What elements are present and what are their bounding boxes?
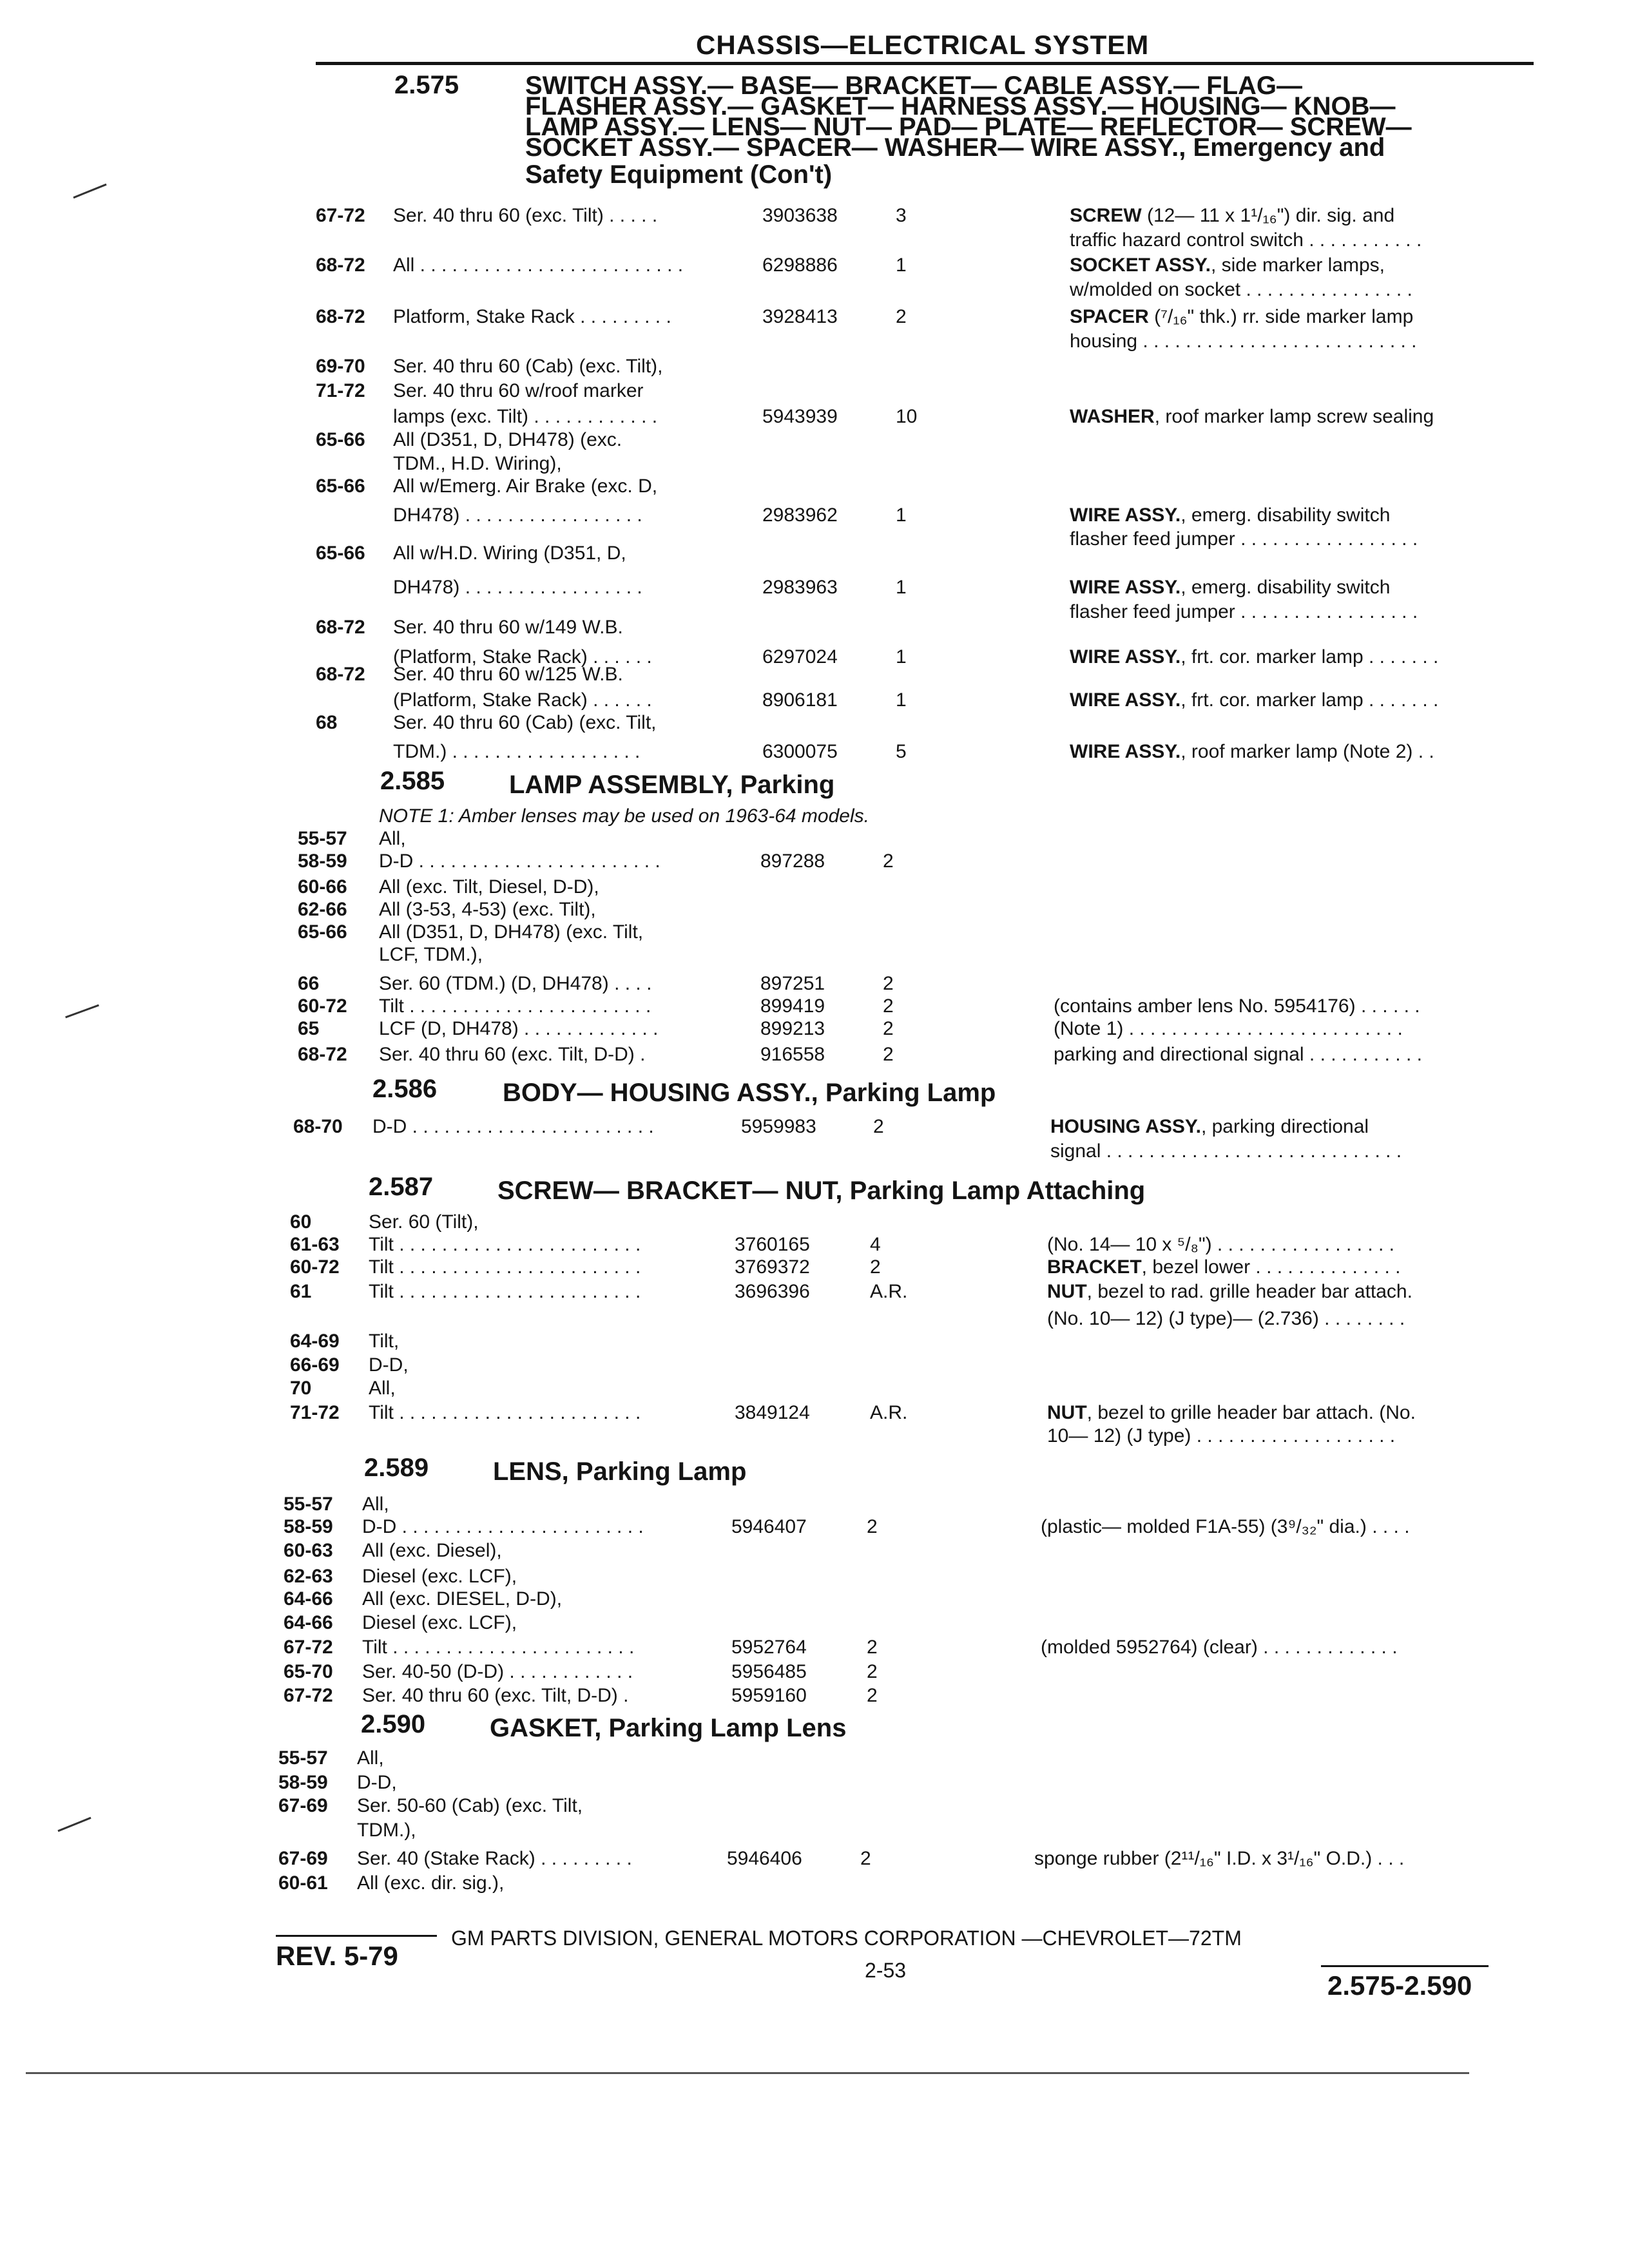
application: LCF, TDM.), [379, 944, 483, 965]
table-row [0, 828, 1629, 854]
table-row [0, 712, 1629, 738]
application: Platform, Stake Rack . . . . . . . . . [393, 306, 671, 327]
application: Tilt . . . . . . . . . . . . . . . . . . . . . . . [362, 1637, 635, 1658]
header-rule [316, 62, 1534, 65]
table-row [0, 1402, 1629, 1428]
description [1070, 205, 1394, 227]
part-number: 2983963 [762, 577, 838, 598]
quantity: A.R. [870, 1402, 908, 1423]
description-term: WIRE ASSY. [1070, 646, 1181, 668]
quantity: 1 [896, 646, 907, 668]
model-year: 71-72 [290, 1402, 340, 1423]
section-number: 2.587 [369, 1173, 434, 1201]
model-year: 60-72 [298, 995, 347, 1017]
description-text: , parking directional [1200, 1116, 1369, 1137]
application: LCF (D, DH478) . . . . . . . . . . . . . [379, 1018, 659, 1039]
part-number: 3903638 [762, 205, 838, 226]
description [1041, 1637, 1398, 1658]
footer-division: GM PARTS DIVISION, GENERAL MOTORS CORPORATION —CHEVROLET—72TM [451, 1927, 1242, 1950]
model-year: 67-69 [278, 1848, 328, 1869]
application: D-D . . . . . . . . . . . . . . . . . . . . . . . [379, 850, 660, 872]
model-year: 60-72 [290, 1256, 340, 1278]
description-term: WASHER [1070, 406, 1155, 427]
description [1054, 1018, 1403, 1040]
model-year: 66-69 [290, 1354, 340, 1376]
model-year: 65-66 [316, 543, 365, 564]
model-year: 68 [316, 712, 338, 733]
model-year: 62-66 [298, 899, 347, 920]
model-year: 62-63 [284, 1566, 333, 1587]
description-text: traffic hazard control switch . . . . . . . . . . . [1070, 229, 1422, 251]
model-year: 60 [290, 1211, 312, 1233]
table-row [0, 255, 1629, 280]
table-row [0, 1685, 1629, 1711]
model-year: 64-66 [284, 1588, 333, 1610]
table-row [0, 577, 1629, 602]
table-row [0, 1516, 1629, 1542]
model-year: 58-59 [284, 1516, 333, 1537]
application: Ser. 40 thru 60 w/149 W.B. [393, 617, 623, 638]
model-year: 67-72 [284, 1637, 333, 1658]
description-text: , frt. cor. marker lamp . . . . . . . [1181, 646, 1439, 668]
footer-revision: REV. 5-79 [276, 1941, 398, 1971]
description [1070, 406, 1434, 428]
description-term: WIRE ASSY. [1070, 741, 1181, 762]
application: D-D . . . . . . . . . . . . . . . . . . . . . . . [362, 1516, 644, 1537]
model-year: 60-63 [284, 1540, 333, 1561]
quantity: 10 [896, 406, 918, 427]
quantity: 2 [873, 1116, 884, 1137]
model-year: 67-69 [278, 1795, 328, 1816]
table-row [0, 1637, 1629, 1662]
section-number: 2.590 [361, 1710, 426, 1738]
quantity: 3 [896, 205, 907, 226]
description-text: , bezel to grille header bar attach. (No. [1086, 1402, 1416, 1423]
table-row [0, 406, 1629, 432]
table-row [0, 1331, 1629, 1356]
part-number: 5946407 [731, 1516, 807, 1537]
part-number: 3760165 [735, 1234, 810, 1255]
table-row [0, 617, 1629, 642]
quantity: 2 [867, 1637, 878, 1658]
part-number: 5956485 [731, 1661, 807, 1682]
model-year: 67-72 [284, 1685, 333, 1706]
description-text: , frt. cor. marker lamp . . . . . . . [1181, 689, 1439, 711]
application: Tilt, [369, 1331, 400, 1352]
quantity: 2 [867, 1685, 878, 1706]
part-number: 3769372 [735, 1256, 810, 1278]
quantity: 2 [883, 973, 894, 994]
description-term: NUT [1047, 1402, 1087, 1423]
table-row [0, 1872, 1629, 1898]
application: lamps (exc. Tilt) . . . . . . . . . . . . [393, 406, 658, 427]
application: D-D, [357, 1772, 397, 1793]
description-text: flasher feed jumper . . . . . . . . . . . . . . . . . [1070, 528, 1418, 550]
part-number: 5943939 [762, 406, 838, 427]
part-number: 6297024 [762, 646, 838, 668]
table-row [0, 1540, 1629, 1566]
description-text: 10— 12) (J type) . . . . . . . . . . . . . . . . . . . [1047, 1425, 1396, 1446]
description-text: (No. 14— 10 x ⁵/₈") . . . . . . . . . . . . . . . . . [1047, 1234, 1394, 1255]
quantity: 1 [896, 689, 907, 711]
table-row [0, 664, 1629, 689]
table-row [0, 1588, 1629, 1614]
table-row [0, 1378, 1629, 1403]
application: Ser. 40 thru 60 (exc. Tilt, D-D) . [379, 1044, 646, 1065]
application: Ser. 40-50 (D-D) . . . . . . . . . . . . [362, 1661, 633, 1682]
section-title: GASKET, Parking Lamp Lens [490, 1714, 847, 1742]
table-row [0, 741, 1629, 767]
application: All (exc. dir. sig.), [357, 1872, 505, 1894]
description-text: (Note 1) . . . . . . . . . . . . . . . . . . . . . . . . . . [1054, 1018, 1403, 1039]
description [1047, 1281, 1412, 1303]
section-title-line: SWITCH ASSY.— BASE— BRACKET— CABLE ASSY.— FLAG— [525, 72, 1302, 100]
table-row [0, 229, 1629, 255]
application: TDM., H.D. Wiring), [393, 453, 562, 474]
table-row [0, 1116, 1629, 1142]
quantity: A.R. [870, 1281, 908, 1302]
table-row [0, 1140, 1629, 1166]
quantity: 2 [867, 1516, 878, 1537]
description [1054, 1044, 1422, 1066]
model-year: 70 [290, 1378, 312, 1399]
application: All w/H.D. Wiring (D351, D, [393, 543, 626, 564]
model-year: 68-72 [298, 1044, 347, 1065]
table-row [0, 1820, 1629, 1845]
model-year: 65-66 [298, 921, 347, 943]
quantity: 2 [883, 850, 894, 872]
section-title: SCREW— BRACKET— NUT, Parking Lamp Attaching [497, 1177, 1146, 1205]
description [1047, 1425, 1395, 1447]
description-text: parking and directional signal . . . . . . . . . . . [1054, 1044, 1422, 1065]
application: Diesel (exc. LCF), [362, 1612, 517, 1633]
section-number: 2.586 [372, 1075, 438, 1103]
application: Tilt . . . . . . . . . . . . . . . . . . . . . . . [369, 1234, 641, 1255]
description-text: sponge rubber (2¹¹/₁₆" I.D. x 3¹/₁₆" O.D.) . . . [1034, 1848, 1405, 1869]
model-year: 64-69 [290, 1331, 340, 1352]
table-row [0, 1795, 1629, 1821]
description-text: , roof marker lamp (Note 2) . . [1181, 741, 1434, 762]
table-row [0, 973, 1629, 999]
table-row [0, 429, 1629, 455]
description-text: , side marker lamps, [1210, 255, 1385, 276]
table-row [0, 476, 1629, 501]
quantity: 2 [870, 1256, 881, 1278]
section-number: 2.575 [394, 71, 459, 99]
scan-mark [73, 184, 106, 198]
table-row [0, 1308, 1629, 1334]
description [1034, 1848, 1404, 1870]
description [1070, 577, 1390, 599]
description-text: (plastic— molded F1A-55) (3⁹/₃₂" dia.) . . . . [1041, 1516, 1410, 1537]
model-year: 61 [290, 1281, 312, 1302]
description-text: , bezel to rad. grille header bar attach. [1086, 1281, 1412, 1302]
model-year: 61-63 [290, 1234, 340, 1255]
part-number: 897251 [760, 973, 825, 994]
table-row [0, 899, 1629, 925]
part-number: 5952764 [731, 1637, 807, 1658]
model-year: 58-59 [278, 1772, 328, 1793]
quantity: 2 [860, 1848, 871, 1869]
description [1070, 255, 1385, 276]
table-row [0, 543, 1629, 568]
application: Tilt . . . . . . . . . . . . . . . . . . . . . . . [369, 1256, 641, 1278]
section-title: LAMP ASSEMBLY, Parking [509, 771, 835, 799]
bottom-scan-line [26, 2072, 1469, 2074]
description-term: SPACER [1070, 306, 1149, 327]
application: All, [362, 1494, 389, 1515]
table-row [0, 876, 1629, 902]
model-year: 58-59 [298, 850, 347, 872]
table-row [0, 1018, 1629, 1044]
description-term: HOUSING ASSY. [1050, 1116, 1201, 1137]
description-term: WIRE ASSY. [1070, 689, 1181, 711]
part-number: 2983962 [762, 505, 838, 526]
model-year: 60-66 [298, 876, 347, 898]
model-year: 71-72 [316, 380, 365, 401]
application: Ser. 40 (Stake Rack) . . . . . . . . . [357, 1848, 632, 1869]
model-year: 60-61 [278, 1872, 328, 1894]
description [1070, 279, 1412, 301]
table-row [0, 1256, 1629, 1282]
model-year: 68-72 [316, 306, 365, 327]
description [1070, 741, 1434, 763]
application: Tilt . . . . . . . . . . . . . . . . . . . . . . . [379, 995, 651, 1017]
footer-rule-left [276, 1935, 437, 1937]
model-year: 65-70 [284, 1661, 333, 1682]
model-year: 68-72 [316, 664, 365, 685]
application: All (exc. DIESEL, D-D), [362, 1588, 563, 1610]
quantity: 2 [883, 1018, 894, 1039]
table-row [0, 205, 1629, 231]
application: Ser. 40 thru 60 (exc. Tilt, D-D) . [362, 1685, 629, 1706]
quantity: 4 [870, 1234, 881, 1255]
part-number: 3849124 [735, 1402, 810, 1423]
table-row [0, 1425, 1629, 1451]
quantity: 2 [896, 306, 907, 327]
model-year: 68-72 [316, 617, 365, 638]
table-row [0, 995, 1629, 1021]
table-row [0, 1848, 1629, 1874]
table-row [0, 331, 1629, 356]
description-text: housing . . . . . . . . . . . . . . . . . . . . . . . . . . [1070, 331, 1417, 352]
application: Ser. 60 (Tilt), [369, 1211, 479, 1233]
application: DH478) . . . . . . . . . . . . . . . . . [393, 577, 642, 598]
section-title-line: FLASHER ASSY.— GASKET— HARNESS ASSY.— HOUSING— KNOB— [525, 92, 1396, 120]
description-text: , emerg. disability switch [1181, 505, 1391, 526]
description-term: WIRE ASSY. [1070, 505, 1181, 526]
section-note: NOTE 1: Amber lenses may be used on 1963-64 models. [379, 805, 869, 827]
model-year: 65-66 [316, 476, 365, 497]
section-title: LENS, Parking Lamp [493, 1457, 747, 1486]
model-year: 65-66 [316, 429, 365, 450]
application: All (D351, D, DH478) (exc. [393, 429, 622, 450]
part-number: 897288 [760, 850, 825, 872]
footer-page-number: 2-53 [865, 1959, 907, 1982]
application: All (exc. Diesel), [362, 1540, 502, 1561]
model-year: 65 [298, 1018, 320, 1039]
application: (Platform, Stake Rack) . . . . . . [393, 646, 652, 668]
description [1070, 229, 1422, 251]
description-text: (12— 11 x 1¹/₁₆") dir. sig. and [1141, 205, 1395, 226]
footer-section-range: 2.575-2.590 [1327, 1970, 1472, 2001]
description-text: (No. 10— 12) (J type)— (2.736) . . . . . . . . [1047, 1308, 1405, 1329]
description-text: , emerg. disability switch [1181, 577, 1391, 598]
description-text: flasher feed jumper . . . . . . . . . . . . . . . . . [1070, 601, 1418, 622]
section-title: BODY— HOUSING ASSY., Parking Lamp [503, 1079, 996, 1107]
table-row [0, 505, 1629, 530]
description-term: BRACKET [1047, 1256, 1142, 1278]
model-year: 68-70 [293, 1116, 343, 1137]
model-year: 69-70 [316, 356, 365, 377]
application: Ser. 60 (TDM.) (D, DH478) . . . . [379, 973, 652, 994]
part-number: 899419 [760, 995, 825, 1017]
description [1070, 505, 1390, 526]
table-row [0, 1234, 1629, 1260]
table-row [0, 380, 1629, 406]
section-number: 2.585 [380, 767, 445, 795]
table-row [0, 453, 1629, 479]
description-text: (contains amber lens No. 5954176) . . . . . . [1054, 995, 1420, 1017]
part-number: 5959160 [731, 1685, 807, 1706]
part-number: 5946406 [727, 1848, 802, 1869]
table-row [0, 1661, 1629, 1687]
application: All w/Emerg. Air Brake (exc. D, [393, 476, 658, 497]
description [1047, 1234, 1394, 1256]
application: Ser. 40 thru 60 w/125 W.B. [393, 664, 623, 685]
table-row [0, 1281, 1629, 1307]
model-year: 55-57 [298, 828, 347, 849]
application: TDM.) . . . . . . . . . . . . . . . . . . [393, 741, 641, 762]
table-row [0, 1772, 1629, 1798]
application: TDM.), [357, 1820, 416, 1841]
application: Ser. 50-60 (Cab) (exc. Tilt, [357, 1795, 583, 1816]
part-number: 8906181 [762, 689, 838, 711]
table-row [0, 1211, 1629, 1237]
part-number: 899213 [760, 1018, 825, 1039]
model-year: 68-72 [316, 255, 365, 276]
part-number: 916558 [760, 1044, 825, 1065]
description-text: (⁷/₁₆" thk.) rr. side marker lamp [1148, 306, 1414, 327]
description [1047, 1308, 1405, 1330]
table-row [0, 689, 1629, 715]
description-term: SOCKET ASSY. [1070, 255, 1211, 276]
description-term: SCREW [1070, 205, 1142, 226]
description-term: NUT [1047, 1281, 1087, 1302]
description-text: (molded 5952764) (clear) . . . . . . . . . . . . . [1041, 1637, 1398, 1658]
description-text: w/molded on socket . . . . . . . . . . . . . . . . [1070, 279, 1412, 300]
model-year: 64-66 [284, 1612, 333, 1633]
model-year: 66 [298, 973, 320, 994]
quantity: 2 [883, 1044, 894, 1065]
description [1047, 1256, 1400, 1278]
application: D-D . . . . . . . . . . . . . . . . . . . . . . . [372, 1116, 654, 1137]
application: All, [369, 1378, 396, 1399]
application: Tilt . . . . . . . . . . . . . . . . . . . . . . . [369, 1281, 641, 1302]
section-title-line: Safety Equipment (Con't) [525, 160, 833, 189]
quantity: 1 [896, 255, 907, 276]
table-row [0, 1612, 1629, 1638]
description [1050, 1140, 1402, 1162]
table-row [0, 356, 1629, 381]
application: Ser. 40 thru 60 (Cab) (exc. Tilt, [393, 712, 657, 733]
description [1047, 1402, 1416, 1424]
application: All, [379, 828, 406, 849]
description [1070, 689, 1438, 711]
application: Diesel (exc. LCF), [362, 1566, 517, 1587]
model-year: 55-57 [284, 1494, 333, 1515]
part-number: 5959983 [741, 1116, 816, 1137]
description-text: signal . . . . . . . . . . . . . . . . . . . . . . . . . . . . [1050, 1140, 1402, 1162]
description-term: WIRE ASSY. [1070, 577, 1181, 598]
description-text: , roof marker lamp screw sealing [1154, 406, 1434, 427]
model-year: 55-57 [278, 1747, 328, 1769]
table-row [0, 1747, 1629, 1773]
description [1050, 1116, 1369, 1138]
table-row [0, 1566, 1629, 1591]
description [1070, 306, 1413, 328]
section-title-line: LAMP ASSY.— LENS— NUT— PAD— PLATE— REFLECTOR— SCREW— [525, 113, 1412, 141]
description [1054, 995, 1420, 1017]
description [1041, 1516, 1410, 1538]
application: DH478) . . . . . . . . . . . . . . . . . [393, 505, 642, 526]
model-year: 67-72 [316, 205, 365, 226]
description [1070, 331, 1417, 352]
application: All (exc. Tilt, Diesel, D-D), [379, 876, 599, 898]
section-number: 2.589 [364, 1454, 429, 1482]
section-title-line: SOCKET ASSY.— SPACER— WASHER— WIRE ASSY., Emergency and [525, 133, 1385, 162]
quantity: 1 [896, 505, 907, 526]
table-row [0, 944, 1629, 970]
application: All, [357, 1747, 384, 1769]
application: Tilt . . . . . . . . . . . . . . . . . . . . . . . [369, 1402, 641, 1423]
table-row [0, 1044, 1629, 1070]
table-row [0, 279, 1629, 305]
application: Ser. 40 thru 60 w/roof marker [393, 380, 644, 401]
table-row [0, 1354, 1629, 1380]
application: Ser. 40 thru 60 (exc. Tilt) . . . . . [393, 205, 658, 226]
table-row [0, 850, 1629, 876]
quantity: 2 [883, 995, 894, 1017]
application: D-D, [369, 1354, 409, 1376]
part-number: 3928413 [762, 306, 838, 327]
description-text: , bezel lower . . . . . . . . . . . . . . [1141, 1256, 1401, 1278]
part-number: 6298886 [762, 255, 838, 276]
application: All . . . . . . . . . . . . . . . . . . . . . . . . . [393, 255, 684, 276]
footer-rule-right [1321, 1965, 1489, 1967]
application: (Platform, Stake Rack) . . . . . . [393, 689, 652, 711]
application: All (D351, D, DH478) (exc. Tilt, [379, 921, 644, 943]
table-row [0, 306, 1629, 332]
application: All (3-53, 4-53) (exc. Tilt), [379, 899, 596, 920]
quantity: 1 [896, 577, 907, 598]
table-row [0, 921, 1629, 947]
quantity: 5 [896, 741, 907, 762]
application: Ser. 40 thru 60 (Cab) (exc. Tilt), [393, 356, 663, 377]
page-header-title: CHASSIS—ELECTRICAL SYSTEM [696, 30, 1150, 60]
part-number: 3696396 [735, 1281, 810, 1302]
quantity: 2 [867, 1661, 878, 1682]
table-row [0, 1494, 1629, 1519]
part-number: 6300075 [762, 741, 838, 762]
